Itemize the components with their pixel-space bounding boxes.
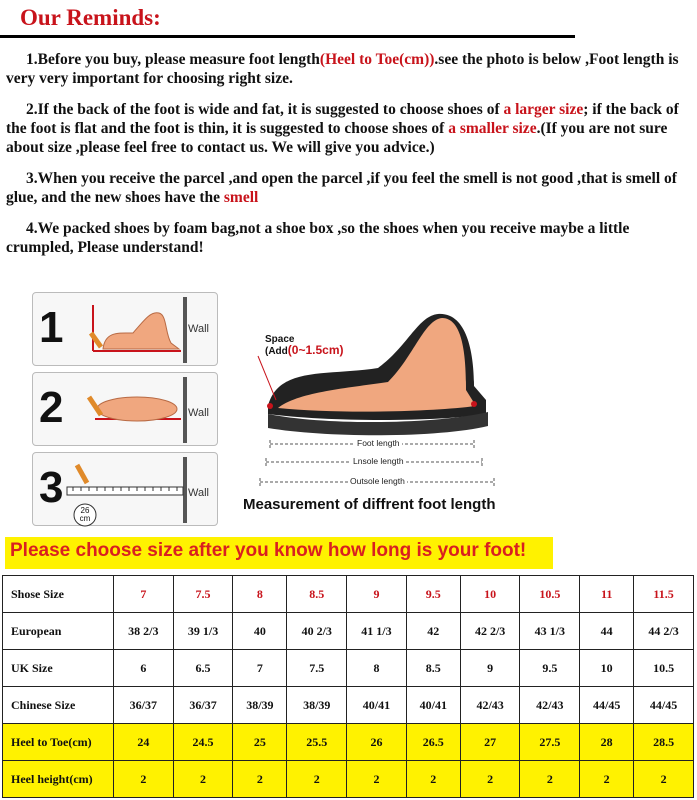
size-banner — [5, 537, 553, 569]
remind-highlight: a larger size — [503, 101, 584, 118]
remind-text: ; if the back of the foot is flat and the foot is thin, it is suggested to choose shoes of — [6, 101, 679, 137]
size-table — [2, 575, 694, 798]
table-row — [3, 650, 694, 687]
wall-label: Wall — [188, 323, 209, 335]
table-cell: 40/41 — [406, 687, 460, 724]
table-cell: 24 — [114, 724, 174, 761]
foot-length-label: Foot length — [357, 438, 400, 448]
table-cell: 2 — [114, 761, 174, 798]
ruler-reading: 26 cm — [79, 506, 91, 523]
row-label: Heel to Toe(cm) — [3, 724, 114, 761]
remind-text: .see the photo is below ,Foot length is very very important for choosing right size. — [6, 51, 679, 87]
table-cell: 26 — [347, 724, 407, 761]
table-cell: 42 — [406, 613, 460, 650]
remind-text: 3.When you receive the parcel ,and open the parcel ,if you feel the smell is not good ,that is smell of glue, and the new shoes have the — [6, 170, 677, 206]
row-label: Heel height(cm) — [3, 761, 114, 798]
table-cell: 40/41 — [347, 687, 407, 724]
table-cell: 6 — [114, 650, 174, 687]
step-1 — [32, 292, 218, 366]
step-3 — [32, 452, 218, 526]
table-cell: 7 — [233, 650, 287, 687]
row-label: Shose Size — [3, 576, 114, 613]
table-cell: 9.5 — [406, 576, 460, 613]
step-number: 2 — [39, 383, 64, 432]
table-cell: 7.5 — [287, 650, 347, 687]
table-cell: 10 — [460, 576, 520, 613]
table-cell: 44 — [580, 613, 634, 650]
header — [0, 0, 575, 38]
remind-text: .(If you are not sure about size ,please feel free to contact us. We will give you advice.) — [6, 120, 668, 156]
table-cell: 42/43 — [460, 687, 520, 724]
table-cell: 2 — [580, 761, 634, 798]
row-label: Chinese Size — [3, 687, 114, 724]
table-row — [3, 687, 694, 724]
outsole-length-label: Outsole length — [350, 476, 405, 486]
remind-highlight: (Heel to Toe(cm)) — [319, 51, 435, 68]
table-row — [3, 724, 694, 761]
wall-label: Wall — [188, 407, 209, 419]
row-label: UK Size — [3, 650, 114, 687]
table-cell: 43 1/3 — [520, 613, 580, 650]
remind-text: 1.Before you buy, please measure foot length — [26, 51, 320, 68]
table-cell: 28 — [580, 724, 634, 761]
measuring-steps — [32, 292, 218, 532]
table-row — [3, 576, 694, 613]
table-cell: 26.5 — [406, 724, 460, 761]
table-cell: 8 — [233, 576, 287, 613]
table-cell: 44 2/3 — [634, 613, 694, 650]
table-cell: 28.5 — [634, 724, 694, 761]
remind-item — [6, 169, 691, 207]
table-cell: 11.5 — [634, 576, 694, 613]
table-cell: 9 — [347, 576, 407, 613]
table-cell: 10 — [580, 650, 634, 687]
table-cell: 10.5 — [634, 650, 694, 687]
row-label: European — [3, 613, 114, 650]
remind-item — [6, 50, 691, 88]
table-cell: 44/45 — [634, 687, 694, 724]
table-cell: 38/39 — [287, 687, 347, 724]
table-cell: 42/43 — [520, 687, 580, 724]
table-cell: 8.5 — [406, 650, 460, 687]
remind-item — [6, 219, 691, 257]
foot-measurement-diagram — [238, 296, 538, 528]
table-cell: 11 — [580, 576, 634, 613]
table-cell: 41 1/3 — [347, 613, 407, 650]
step-number: 1 — [39, 303, 64, 352]
wall-label: Wall — [188, 487, 209, 499]
remind-item — [6, 100, 691, 157]
insole-length-label: Lnsole length — [353, 456, 404, 466]
table-cell: 2 — [173, 761, 233, 798]
table-cell: 44/45 — [580, 687, 634, 724]
space-label: Space (Add(0~1.5cm) — [265, 334, 344, 357]
table-cell: 7.5 — [173, 576, 233, 613]
table-cell: 40 — [233, 613, 287, 650]
table-cell: 2 — [233, 761, 287, 798]
table-cell: 2 — [287, 761, 347, 798]
header-divider — [0, 35, 575, 38]
remind-highlight: smell — [223, 189, 259, 206]
shoe-foot-illustration — [238, 296, 538, 528]
table-cell: 25 — [233, 724, 287, 761]
table-cell: 7 — [114, 576, 174, 613]
table-cell: 36/37 — [114, 687, 174, 724]
step-number: 3 — [39, 463, 64, 512]
table-cell: 8.5 — [287, 576, 347, 613]
measurement-caption: Measurement of diffrent foot length — [243, 496, 496, 513]
remind-text: 4.We packed shoes by foam bag,not a shoe box ,so the shoes when you receive maybe a little crumpled, Please understand! — [6, 220, 630, 256]
page-title: Our Reminds: — [20, 5, 161, 30]
table-cell: 27 — [460, 724, 520, 761]
table-cell: 6.5 — [173, 650, 233, 687]
reminds-list — [6, 50, 691, 269]
table-cell: 2 — [520, 761, 580, 798]
banner-text: Please choose size after you know how long is your foot! — [10, 540, 527, 561]
step-2 — [32, 372, 218, 446]
table-cell: 38 2/3 — [114, 613, 174, 650]
table-cell: 24.5 — [173, 724, 233, 761]
table-cell: 10.5 — [520, 576, 580, 613]
table-cell: 2 — [406, 761, 460, 798]
table-cell: 40 2/3 — [287, 613, 347, 650]
table-cell: 42 2/3 — [460, 613, 520, 650]
table-cell: 36/37 — [173, 687, 233, 724]
remind-highlight: a smaller size — [448, 120, 537, 137]
table-cell: 8 — [347, 650, 407, 687]
table-cell: 9 — [460, 650, 520, 687]
table-cell: 25.5 — [287, 724, 347, 761]
table-cell: 2 — [634, 761, 694, 798]
table-cell: 9.5 — [520, 650, 580, 687]
table-row — [3, 613, 694, 650]
remind-text: 2.If the back of the foot is wide and fat, it is suggested to choose shoes of — [26, 101, 504, 118]
table-row — [3, 761, 694, 798]
table-cell: 2 — [347, 761, 407, 798]
table-cell: 27.5 — [520, 724, 580, 761]
table-cell: 39 1/3 — [173, 613, 233, 650]
table-cell: 2 — [460, 761, 520, 798]
table-cell: 38/39 — [233, 687, 287, 724]
